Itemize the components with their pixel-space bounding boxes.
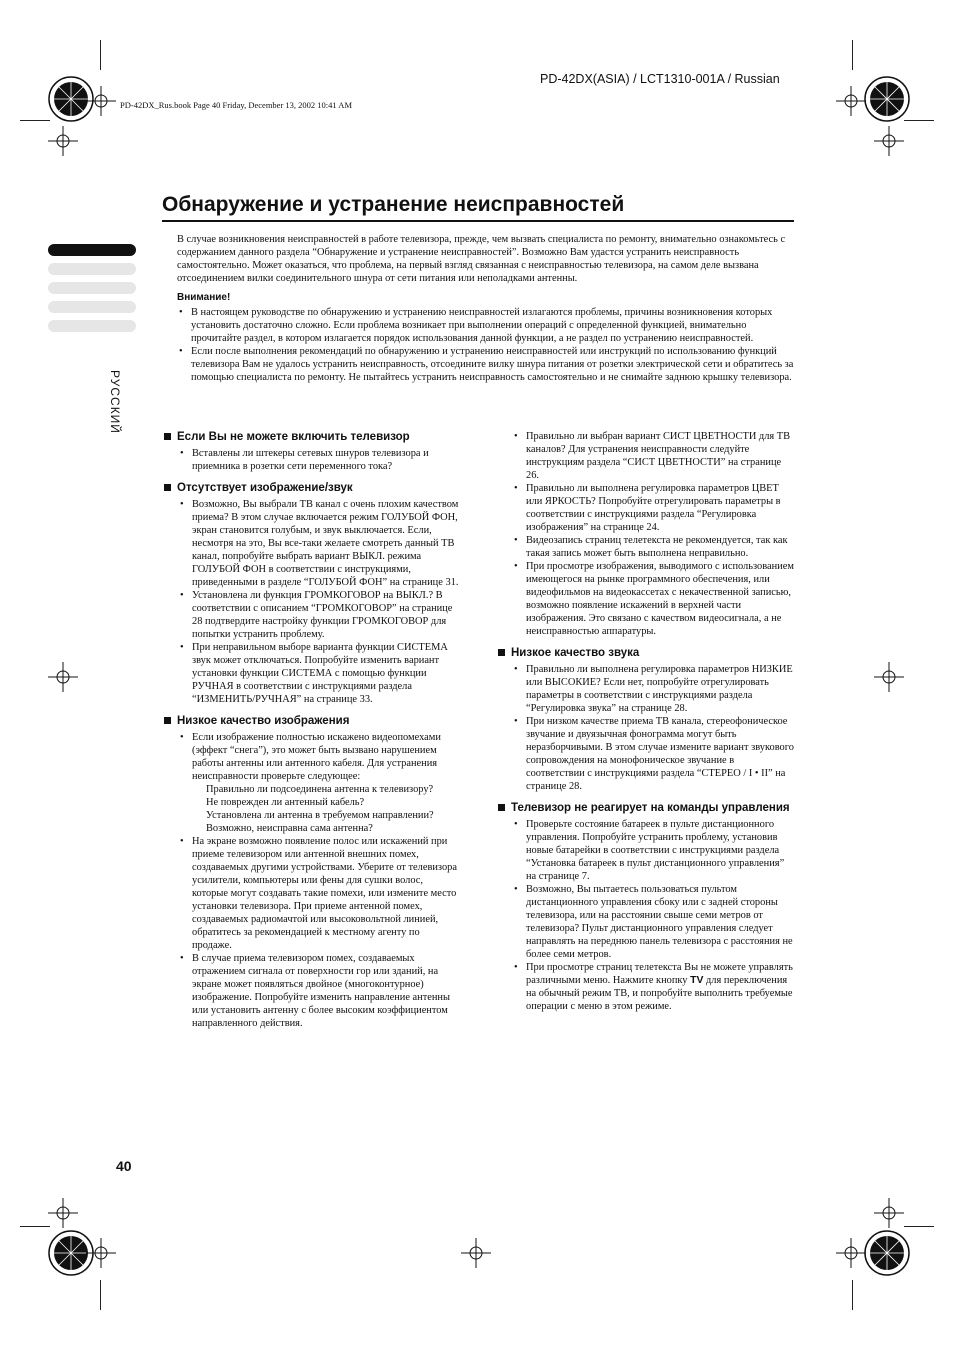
list-item: • При неправильном выборе варианта функции СИСТЕМА звук может отключаться. Попробуйте изменить вариант установки функции СИСТЕМА с помощью функции РУЧНАЯ в соответствии с инструкциями раздела “ИЗМЕНИТЬ/РУЧНАЯ” на странице 33. [178,641,460,706]
bullet-list [164,498,460,706]
crosshair-mark-icon [86,86,116,116]
bullet-list [498,663,794,793]
right-column [498,430,794,1013]
intro-paragraph: В случае возникновения неисправностей в работе телевизора, прежде, чем вызвать специалиста по ремонту, внимательно ознакомьтесь с содержанием данного раздела “Обнаружение и устранение неисправностей”. Возможно Вам удастся устранить неисправность самостоятельно. Может оказаться, что проблема, на первый взгляд связанная с неисправностью телевизора, на самом деле вызвана отсоединением вилки соединительного шнура от сети питания или неполадками антенны. [177,234,786,284]
crop-line [852,40,853,70]
section-heading-no-picture-sound: Отсутствует изображение/звук [164,481,460,495]
crosshair-mark-icon [48,662,78,692]
list-item: • Правильно ли выбран вариант СИСТ ЦВЕТНОСТИ для ТВ каналов? Для устранения неисправности следуйте инструкциям раздела “СИСТ ЦВЕТНОСТИ” на странице 26. [512,430,794,482]
list-item [178,731,460,835]
crosshair-mark-icon [836,1238,866,1268]
crop-line [20,1226,50,1227]
list-item: • Возможно, Вы пытаетесь пользоваться пультом дистанционного управления сбоку или с задней стороны телевизора, или на расстоянии свыше семи метров от телевизора? Пульт дистанционного управления следует направлять на переднюю панель телевизора с расстояния не более семи метров. [512,883,794,961]
list-item: • В случае приема телевизором помех, создаваемых отражением сигнала от поверхности гор или зданий, на экране может появляться двойное (многоконтурное) изображение. Попробуйте изменить направление антенны или установить антенну с более высоким коэффициентом направленного действия. [178,952,460,1030]
crop-line [20,120,50,121]
section-heading-no-response: Телевизор не реагирует на команды управления [498,801,794,815]
crosshair-mark-icon [461,1238,491,1268]
crosshair-mark-icon [874,126,904,156]
crosshair-mark-icon [874,662,904,692]
language-tab [48,282,136,294]
registration-mark-icon [862,74,912,124]
list-item-text: При просмотре страниц телетекста Вы не можете управлять различными меню. Нажмите кнопку [526,962,793,986]
list-item: • Возможно, Вы выбрали ТВ канал с очень плохим качеством приема? В этом случае включается режим ГОЛУБОЙ ФОН, экран становится голубым, и звук выключается. Если, несмотря на это, Вы все-таки желаете смотреть данный ТВ канал, попробуйте выбрать вариант ВЫКЛ. режима ГОЛУБОЙ ФОН в соответствии с инструкциями, приведенными в разделе “ГОЛУБОЙ ФОН” на странице 31. [178,498,460,589]
bullet-list [498,818,794,1013]
crosshair-mark-icon [836,86,866,116]
list-item-text: для переключения на обычный режим ТВ, и попробуйте выполнить требуемые операции с меню в этом режиме. [526,975,793,1012]
bullet-list [498,430,794,638]
list-item: • При просмотре изображения, выводимого с использованием имеющегося на рынке программного обеспечения, или видеофильмов на видеокассетах с некачественной записью, возможно появление искажений в верхней части изображения. Это связано с качеством видеосигнала, а не неисправностью аппаратуры. [512,560,794,638]
crosshair-mark-icon [48,126,78,156]
list-item: • Если после выполнения рекомендаций по обнаружению и устранению неисправностей или инструкций по использованию функций телевизора Вам не удалось устранить неисправность, отсоедините вилку шнура питания от розетки электрической сети и обратитесь за помощью специалиста по ремонту. Не пытайтесь устранить неисправность самостоятельно и не снимайте заднюю крышку телевизора. [177,345,797,384]
list-item: • Правильно ли выполнена регулировка параметров ЦВЕТ или ЯРКОСТЬ? Попробуйте отрегулировать параметры в соответствии с инструкциями раздела “Регулировка изображения” на странице 24. [512,482,794,534]
check-question: Правильно ли подсоединена антенна к телевизору? [206,784,434,795]
page-number: 40 [116,1158,132,1174]
warning-list [177,306,797,384]
crop-line [904,1226,934,1227]
crosshair-mark-icon [86,1238,116,1268]
bullet-list [164,731,460,1030]
intro-section [177,233,797,384]
bullet-list [164,447,460,473]
list-item: • Проверьте состояние батареек в пульте дистанционного управления. Попробуйте устранить проблему, установив новые батарейки в соответствии с инструкциями раздела “Установка батареек в пульт дистанционного управления” на странице 7. [512,818,794,883]
book-info: PD-42DX_Rus.book Page 40 Friday, December 13, 2002 10:41 AM [120,100,352,110]
crop-line [852,1280,853,1310]
crosshair-mark-icon [48,1198,78,1228]
list-item: • Установлена ли функция ГРОМКОГОВОР на ВЫКЛ.? В соответствии с описанием “ГРОМКОГОВОР” на странице 28 подтвердите настройку функции ГРОМКОГОВОР для попытки устранить проблему. [178,589,460,641]
list-item-text: Если изображение полностью искажено видеопомехами (эффект “снега”), это может быть вызвано нарушением работы антенны или антенного кабеля. Для устранения неисправности проверьте следующее: [192,732,441,782]
language-tab [48,263,136,275]
list-item [512,961,794,1013]
check-questions [192,783,460,835]
list-item: • Вставлены ли штекеры сетевых шнуров телевизора и приемника в розетки сети переменного тока? [178,447,460,473]
crop-line [100,40,101,70]
crosshair-mark-icon [874,1198,904,1228]
check-question: Не поврежден ли антенный кабель? [206,797,365,808]
tv-key-label: TV [690,975,704,986]
document-code: PD-42DX(ASIA) / LCT1310-001A / Russian [540,72,780,86]
page-title: Обнаружение и устранение неисправностей [162,193,794,222]
check-question: Возможно, неисправна сама антенна? [206,823,373,834]
list-item: • При низком качестве приема ТВ канала, стереофоническое звучание и двуязычная фонограмма могут быть неразборчивыми. В этом случае измените вариант звукового сопровождения на монофоническое звучание в соответствии с инструкциями раздела “СТЕРЕО / I • II” на странице 28. [512,715,794,793]
check-question: Установлена ли антенна в требуемом направлении? [206,810,434,821]
section-heading-poor-picture: Низкое качество изображения [164,714,460,728]
warning-label: Внимание! [177,292,231,303]
language-tab-active [48,244,136,256]
left-column [164,430,460,1030]
list-item: • В настоящем руководстве по обнаружению и устранению неисправностей излагаются проблемы, причины возникновения которых установить достаточно сложно. Если проблема возникает при выполнении операций с определенной функцией, внимательно прочитайте раздел, в котором излагается порядок использования данной функции, а не раздел по устранению неисправностей. [177,306,797,345]
section-heading-poor-sound: Низкое качество звука [498,646,794,660]
crop-line [100,1280,101,1310]
language-tab [48,301,136,313]
list-item: • На экране возможно появление полос или искажений при приеме телевизором или антенной внешних помех, создаваемых другими устройствами. Уберите от телевизора усилители, компьютеры или фены для сушки волос, которые могут создавать такие помехи, или измените место установки телевизора. При приеме антенной помех, создаваемых радиомачтой или высоковольтной линией, обратитесь за рекомендацией к местному агенту по продаже. [178,835,460,952]
list-item: • Правильно ли выполнена регулировка параметров НИЗКИЕ или ВЫСОКИЕ? Если нет, попробуйте отрегулировать параметры в соответствии с инструкциями раздела “Регулировка звука” на странице 28. [512,663,794,715]
language-tab [48,320,136,332]
section-heading-no-power: Если Вы не можете включить телевизор [164,430,460,444]
crop-line [904,120,934,121]
list-item: • Видеозапись страниц телетекста не рекомендуется, так как такая запись может быть выполнена неправильно. [512,534,794,560]
registration-mark-icon [862,1228,912,1278]
side-language-label: РУССКИЙ [108,370,122,434]
